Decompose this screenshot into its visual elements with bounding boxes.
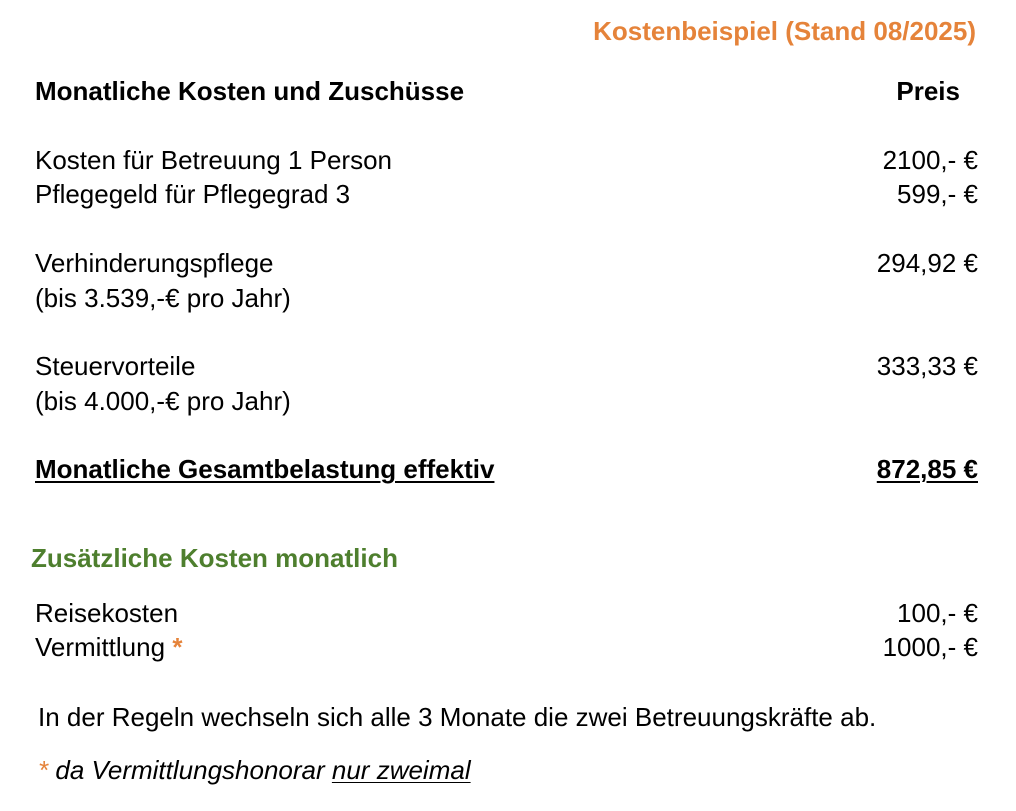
additional-row-label: Reisekosten [35, 598, 179, 628]
additional-row-label-wrap [35, 630, 182, 664]
cost-row-label: Pflegegeld für Pflegegrad 3 [35, 179, 351, 209]
cost-row-sublabel: (bis 4.000,-€ pro Jahr) [35, 386, 291, 416]
additional-row-value: 100,- € [897, 598, 978, 628]
additional-row-label: Vermittlung [35, 632, 166, 662]
additional-row-value: 1000,- € [882, 632, 978, 662]
cost-row-value: 333,33 € [876, 351, 978, 381]
cost-row-value: 294,92 € [876, 248, 978, 278]
footnote-text: da Vermittlungshonorar [55, 755, 325, 785]
cost-row-label: Steuervorteile [35, 351, 196, 381]
footnote-marker: * [172, 632, 183, 662]
footnote-marker: * [38, 755, 49, 785]
table-header-label: Monatliche Kosten und Zuschüsse [35, 76, 465, 106]
cost-row-sublabel: (bis 3.539,-€ pro Jahr) [35, 283, 291, 313]
cost-row-label: Verhinderungspflege [35, 248, 274, 278]
total-label: Monatliche Gesamtbelastung effektiv [35, 454, 495, 484]
additional-costs-title: Zusätzliche Kosten monatlich [31, 543, 398, 573]
cost-row-value: 2100,- € [882, 145, 978, 175]
table-header-price: Preis [896, 76, 960, 106]
cost-row-value: 599,- € [897, 179, 978, 209]
cost-row-label: Kosten für Betreuung 1 Person [35, 145, 393, 175]
total-value: 872,85 € [876, 454, 978, 484]
footnote-emphasis: nur zweimal [331, 755, 471, 785]
footnote [38, 753, 471, 787]
info-text: In der Regeln wechseln sich alle 3 Monate die zwei Betreuungskräfte ab. [38, 702, 877, 732]
page-heading: Kostenbeispiel (Stand 08/2025) [593, 16, 976, 46]
